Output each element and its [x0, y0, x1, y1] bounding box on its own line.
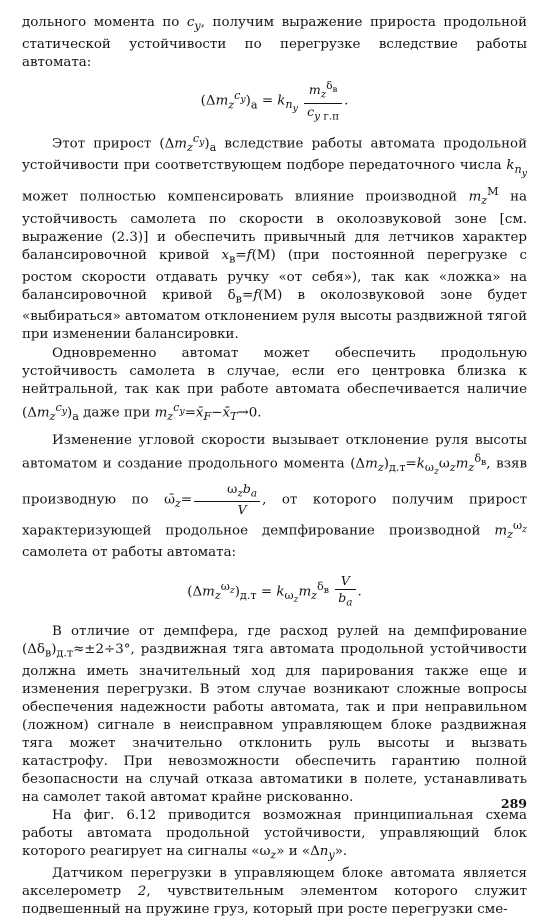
paragraph-6: На фиг. 6.12 приводится возможная принципиальная схема работы автомата продольной устойчивости, управляющий блок которого реагирует на сигналы «$\omega_z$» и «$\Delta n_y$». [22, 808, 527, 863]
paragraph-3: Одновременно автомат может обеспечить продольную устойчивость самолета в случае, если его центровка близка к нейтральной, так как при работе автомата обеспечивается наличие $(\Delta m_z^{c_y})_а$ даже при $m_z^{c_y}=x̄_F-x̄_T\to 0$. [22, 345, 527, 423]
paragraph-5: В отличие от демпфера, где расход рулей на демпфирование $(\Delta\delta_в)_{д.т}\approx\pm 2\div 3^\circ$, раздвижная тяга автомата продольной устойчивости должна иметь значительный ход для парирования также еще и изменения перегрузки. В этом случае возникают сложные вопросы обеспечения надежности работы автомата, так и при неправильном (ложном) сигнале в неисправном управляющем блоке раздвижная тяга может значительно отклонить руль высоты и вызвать катастрофу. При невозможности обеспечить гарантию полной безопасности на случай отказа автоматики в полете, устанавливать на самолет такой автомат крайне рискованно. [22, 623, 527, 806]
page-number: 289 [500, 796, 527, 811]
paragraph-2: Этот прирост $(\Delta m_z^{c_y})_а$ вследствие работы автомата продольной устойчивости при соответствующем подборе передаточного числа $k_{n_y}$ может полностью компенсировать влияние производной $m_z^М$ на устойчивость самолета по скорости в околозвуковой зоне [см. выражение (2.3)] и обеспечить привычный для летчиков характер балансировочной кривой $x_в=f(М)$ (при постоянной перегрузке с ростом скорости отдавать ручку «от себя»), так как «ложка» на балансировочной кривой $\delta_в=f(М)$ в околозвуковой зоне будет «выбираться» автоматом отклонением руля высоты раздвижной тягой при изменении балансировки. [22, 132, 527, 343]
formula-2: $(\Delta m_z^{\omega_z})_{д.т} = k_{\omega_z}m_z^{\delta_в}$ $\frac{V}{b_a}$ . [187, 573, 362, 609]
paragraph-1: дольного момента по $c_y$, получим выражение прироста продольной статической устойчивости по перегрузке вследствие работы автомата: [22, 15, 528, 70]
paragraph-7: Датчиком перегрузки в управляющем блоке автомата является акселерометр 2, чувствительным элементом которого служит подвешенный на пружине груз, который при росте перегрузки сме- [22, 866, 528, 918]
formula-1: $(\Delta m_z^{c_y})_а = k_{n_y}$ $\frac{m_z^{\delta_в}}{c_{y г.п}}$ . [200, 79, 349, 123]
paragraph-4: Изменение угловой скорости вызывает отклонение руля высоты автоматом и создание продольного момента $(\Delta m_z)_{д.т}=k_{\omega_z}\omega_zm_z^{\delta_в}$, взяв производную по $\omegā_z=$ $\frac{\omega_zb_a}{V}$ , от которого получим прирост характеризующей продольное демпфирование производной $m_z^{\omega_z}$ самолета от работы автомата: [22, 433, 528, 561]
